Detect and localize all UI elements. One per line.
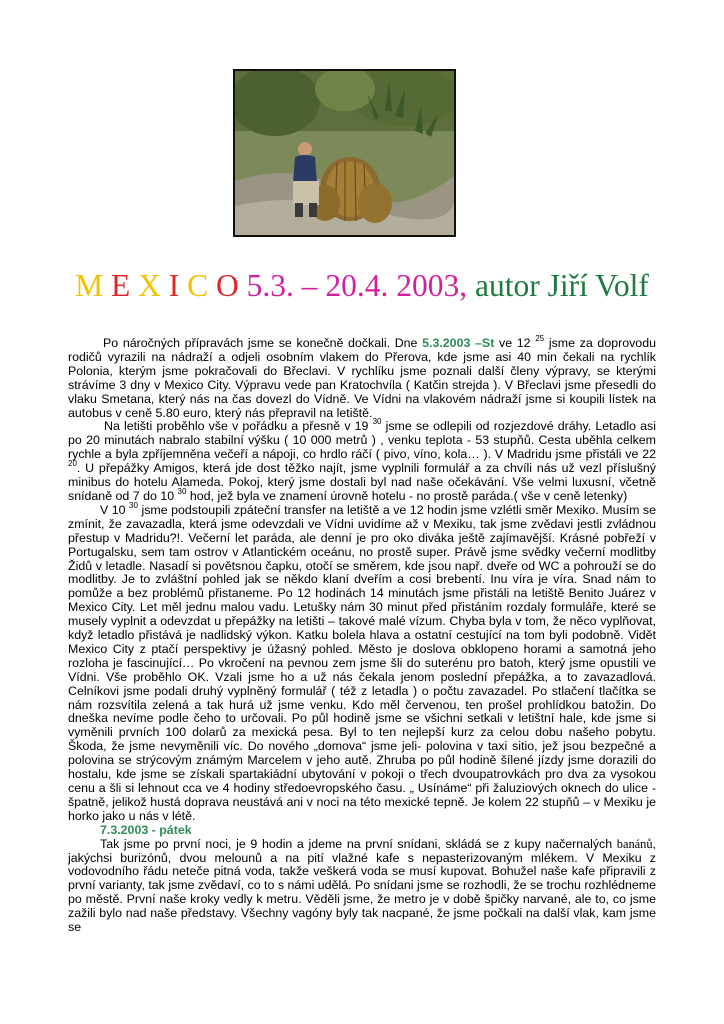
text: jsme za doprovodu rodičů vyrazili na nádraží a odjeli osobním vlakem do Přerova, kde jsme asi 40 min čekali na rychlík Polonia, kterým jsme pokračovali do Břeclavi. V rychlíku jsme poznali další členy výpravy, se kterými strávíme 3 dny v Mexico City. Výpravu vede pan Kratochvíla ( Katčin strejda ). V Břeclavi jsme přesedli do vlaku Smetana, který nás na čas dovezl do Vídně. Ve Vídni na vlakovém nádraží jsme si koupili lístek na autobus v ceně 5.80 euro, který nás přepravil na letiště. bbox=[68, 336, 656, 420]
paragraph-2 bbox=[68, 417, 656, 503]
title-author: autor Jiří Volf bbox=[475, 268, 649, 303]
text: Po náročných přípravách jsme se konečně dočkali. Dne bbox=[103, 336, 423, 350]
article-body bbox=[68, 334, 656, 935]
superscript: 30 bbox=[129, 500, 138, 510]
page-title bbox=[0, 268, 724, 304]
title-dates: 5.3. – 20.4. 2003 bbox=[246, 268, 460, 303]
title-letter: I bbox=[168, 268, 180, 303]
paragraph-3 bbox=[68, 500, 656, 824]
paragraph-1 bbox=[68, 334, 656, 420]
paragraph-4 bbox=[68, 838, 656, 935]
title-letter: M bbox=[75, 268, 104, 303]
date-heading: 7.3.2003 - pátek bbox=[100, 822, 192, 837]
text: jsme se odlepili od rozjezdové dráhy. Letadlo asi po 20 minutách nabralo stabilní výšku ( 10 000 metrů ) , venku teplota - 53 stupňů. Cesta uběhla celkem rychle a byla zpříjemněna večeří a nápoji, co hrdlo ráčí ( pivo, víno, kola… ). V Madridu jsme přistáli ve 22 bbox=[68, 419, 656, 462]
text: ve 12 bbox=[494, 336, 536, 350]
text: , jakýchsi burizónů, dvou melounů a na pití vlažné kafe s nepasterizovaným mlékem. V Mexiku z vodovodního řádu neteče pitná voda, takže veškerá voda se musí kupovat. Bohužel naše kafe připravili z první varianty, tak jsme zvědaví, co to s námi udělá. Po snídani jsme se rozhodli, že se trochu rozhlédneme po městě. První naše kroky vedly k metru. Věděli jsme, že metro je v době špičky narvané, ale to, co jsme zažili bylo nad naše představy. Všechny vagóny byly tak nacpané, že jsme počkali na další vlak, kam jsme se bbox=[68, 836, 656, 935]
text: Na letišti proběhlo vše v pořádku a přesně v 19 bbox=[104, 419, 373, 434]
superscript: 30 bbox=[372, 417, 382, 427]
text: . U přepážky Amigos, která jde dost těžko najít, jsme vyplnili formulář a za chvíli nás už vezl příslušný minibus do hotelu Alameda. Pokoj, který jsme dostali byl nad naše očekávání. Vše velmi luxusní, včetně snídaně od 7 do 10 bbox=[68, 461, 656, 503]
title-letter: O bbox=[216, 268, 239, 303]
text: banánů bbox=[616, 836, 653, 851]
title-comma: , bbox=[459, 268, 468, 303]
superscript: 20 bbox=[68, 459, 77, 469]
text: jsme podstoupili zpáteční transfer na letiště a ve 12 hodin jsme vzlétli směr Mexiko. Musím se zmínit, že zavazadla, která jsme odevzdali ve Vídni uvidíme až v Mexiku, tak jsme zvědavi jestli zvládnou přestup v Madridu?!. Večerní let paráda, ale denní je pro oko diváka ještě zajímavější. Krásné pobřeží v Portugalsku, sem tam ostrov v Atlantickém oceánu, no prostě super. Právě jsme svědky večerní modlitby Židů v letadle. Nasadí si povětsnou čapku, otočí se směrem, kde jsou např. dveře od WC a pohrouží se do modlitby. Je to zvláštní pohled jak se někdo klaní dveřím a cosi brebentí. Inu víra je víra. Snad nám to pomůže a bez problémů přistaneme. Po 12 hodinách 14 minutách jsme přistáli na letiště Benito Juárez v Mexico City. Let měl jednu malou vadu. Letušky nám 30 minut před přistáním rozdaly formuláře, které se musely vyplnit a odevzdat u přepážky na letišti – takové malé vízum. Chyba byla v tom, že něco vyplňovat, když letadlo přistává je nadlidský výkon. Katku bolela hlava a ostatní cestující na tom byli podobně. Vidět Mexico City z ptačí perspektivy je úžasný pohled. Město je doslova obklopeno horami a samotná jeho rozloha je fascinující… Po vkročení na pevnou zem jsme šli do suterénu pro batoh, který jsme opustili ve Vídni. Vše proběhlo OK. Vzali jsme ho a už nás čekala jenom poslední přepážka, a to zavazadlová. Celníkovi jsme podali druhý vyplněný formulář ( též z letadla ) o počtu zavazadel. Po stlačení tlačítka se nám rozsvítila zelená a tak hurá už jsme venku. Kdo měl červenou, ten prošel prohlídkou batožin. Do dneška nevíme podle čeho to určovali. Po půl hodině jsme se všichni setkali v letištní hale, kde jsme si vyměnili prvních 100 dolarů za mexická pesa. Byl to ten nejlepší kurz za celou dobu našeho pobytu. Škoda, že jsme nevyměnili víc. Do nového „domova“ jsme jeli- polovina v taxi sitio, jež jsou bezpečné a polovina se strýcovým známým Marcelem v jeho autě. Zhruba po půl hodině šílené jízdy jsme dorazili do hostalu, kde jsme se získali spartakiádní ubytování v pokoji o třech dvoupatrovkách pro dva za vysokou cenu a šli si lehnout cca ve 4 hodiny středoevropského času. „ Usínáme“ při žaluziových oknech do ulice - špatně, jelikož hustá doprava neustává ani v noci na této mexické tepně. Je kolem 22 stupňů – v Mexiku je horko jako u nás v létě. bbox=[68, 502, 656, 823]
text: hod, jež byla ve znamení úrovně hotelu - no prostě paráda.( vše v ceně letenky) bbox=[186, 488, 628, 503]
title-letter: C bbox=[187, 268, 209, 303]
superscript: 30 bbox=[177, 486, 187, 496]
title-letter: X bbox=[138, 268, 161, 303]
text: Tak jsme po první noci, je 9 hodin a jdeme na první snídani, skládá se z kupy načernalých bbox=[100, 836, 617, 851]
photo-man-with-barrel-cactus-icon bbox=[235, 71, 454, 235]
title-letter: E bbox=[111, 268, 131, 303]
text: V 10 bbox=[100, 502, 130, 517]
title-mexico bbox=[75, 268, 239, 303]
cactus-photo bbox=[233, 69, 456, 237]
superscript: 25 bbox=[535, 334, 545, 343]
inline-date: 5.3.2003 –St bbox=[422, 336, 495, 350]
